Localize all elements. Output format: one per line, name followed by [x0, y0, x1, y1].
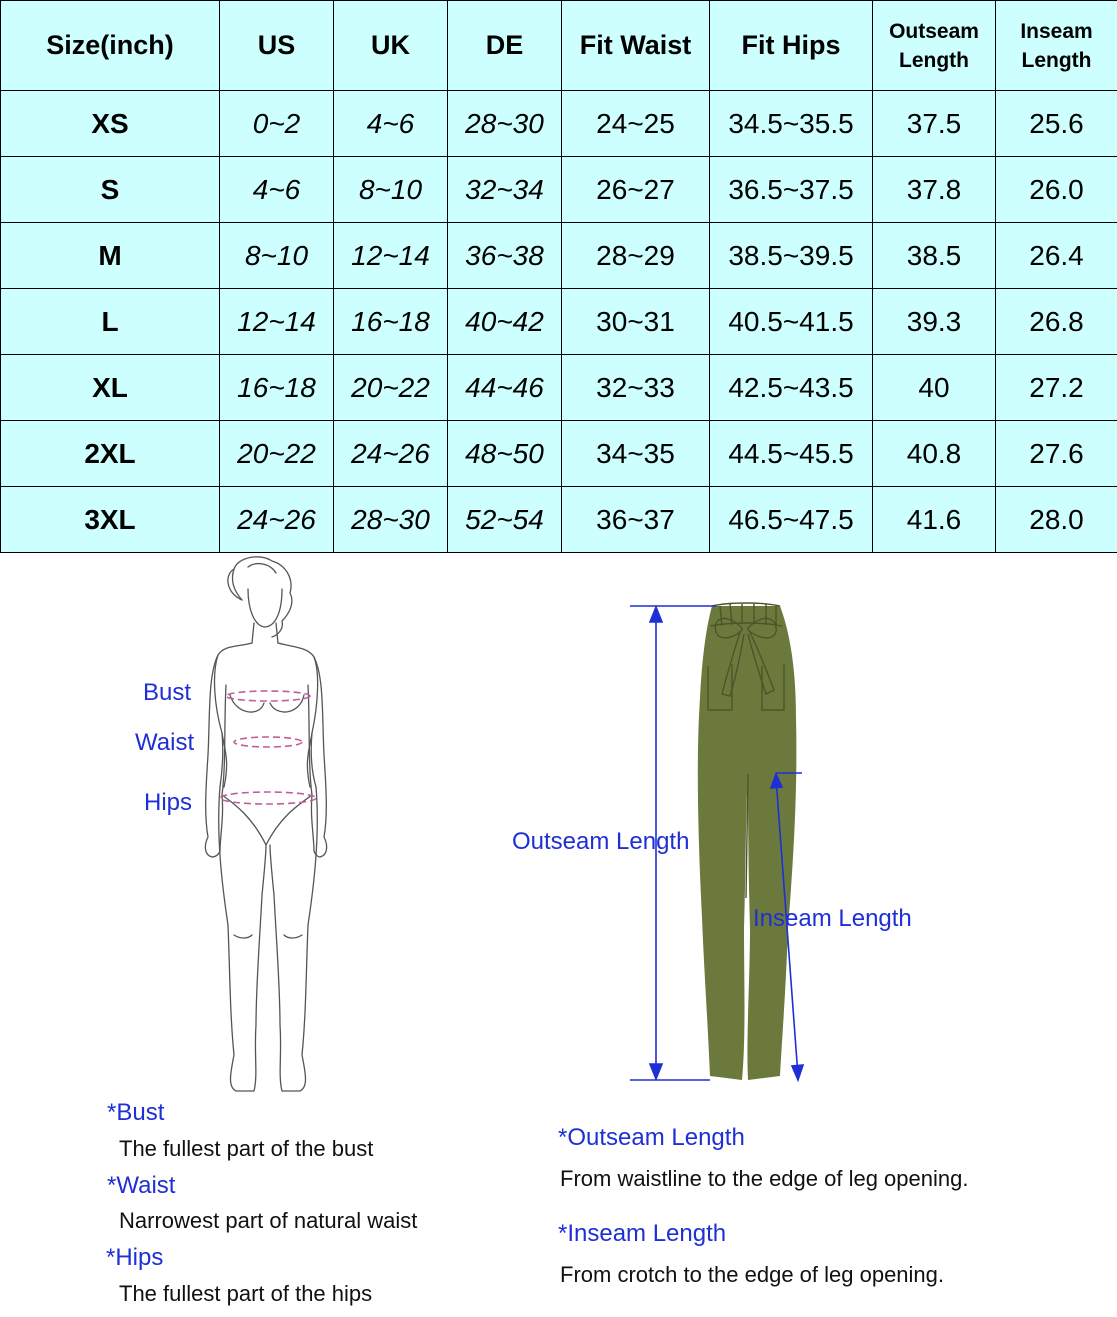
cell-uk: 4~6	[334, 91, 448, 157]
table-row	[1, 487, 1117, 553]
note-inseam-heading: *Inseam Length	[558, 1220, 727, 1247]
size-chart-table	[0, 0, 1117, 553]
header-size: Size(inch)	[1, 1, 220, 91]
cell-inseam: 25.6	[996, 91, 1117, 157]
cell-fit-hips: 42.5~43.5	[710, 355, 873, 421]
cell-outseam: 40.8	[873, 421, 996, 487]
header-inseam-length	[996, 1, 1117, 91]
cell-size: XS	[1, 91, 220, 157]
cell-fit-waist: 36~37	[562, 487, 710, 553]
cell-de: 52~54	[448, 487, 562, 553]
header-us: US	[220, 1, 334, 91]
table-header-row	[1, 1, 1117, 91]
header-outseam-line-1: Outseam	[889, 19, 979, 43]
outseam-arrow-up	[650, 607, 662, 622]
waist-label: Waist	[135, 729, 195, 756]
cell-size: XL	[1, 355, 220, 421]
note-waist-heading: *Waist	[107, 1172, 176, 1199]
cell-inseam: 28.0	[996, 487, 1117, 553]
outseam-arrow-down	[650, 1064, 662, 1079]
cell-us: 20~22	[220, 421, 334, 487]
cell-de: 28~30	[448, 91, 562, 157]
table-row	[1, 355, 1117, 421]
cell-fit-waist: 24~25	[562, 91, 710, 157]
header-fit-hips: Fit Hips	[710, 1, 873, 91]
note-inseam-text: From crotch to the edge of leg opening.	[560, 1262, 945, 1287]
cell-uk: 24~26	[334, 421, 448, 487]
bust-measure-line	[226, 691, 310, 701]
cell-uk: 16~18	[334, 289, 448, 355]
cell-size: M	[1, 223, 220, 289]
note-waist-text: Narrowest part of natural waist	[119, 1208, 418, 1233]
cell-inseam: 26.4	[996, 223, 1117, 289]
cell-size: 3XL	[1, 487, 220, 553]
note-hips-heading: *Hips	[106, 1244, 164, 1271]
bust-label: Bust	[143, 679, 192, 706]
header-outseam-length	[873, 1, 996, 91]
body-outline-figure	[190, 555, 350, 1100]
cell-size: 2XL	[1, 421, 220, 487]
header-uk: UK	[334, 1, 448, 91]
cell-fit-hips: 46.5~47.5	[710, 487, 873, 553]
cell-us: 8~10	[220, 223, 334, 289]
cell-uk: 8~10	[334, 157, 448, 223]
table-row	[1, 289, 1117, 355]
cell-us: 24~26	[220, 487, 334, 553]
cell-de: 32~34	[448, 157, 562, 223]
cell-inseam: 26.8	[996, 289, 1117, 355]
cell-fit-hips: 36.5~37.5	[710, 157, 873, 223]
inseam-length-label: Inseam Length	[753, 905, 912, 932]
cell-us: 4~6	[220, 157, 334, 223]
cell-outseam: 39.3	[873, 289, 996, 355]
cell-fit-waist: 34~35	[562, 421, 710, 487]
torso-outline	[215, 643, 318, 787]
note-outseam-text: From waistline to the edge of leg opening.	[560, 1166, 969, 1191]
face-outline	[248, 589, 282, 627]
hips-measure-line	[220, 792, 316, 804]
cell-uk: 28~30	[334, 487, 448, 553]
cell-fit-waist: 32~33	[562, 355, 710, 421]
waist-measure-line	[234, 737, 302, 747]
cell-de: 48~50	[448, 421, 562, 487]
table-row	[1, 91, 1117, 157]
table-row	[1, 421, 1117, 487]
note-bust-text: The fullest part of the bust	[119, 1136, 374, 1161]
cell-fit-hips: 38.5~39.5	[710, 223, 873, 289]
cell-inseam: 26.0	[996, 157, 1117, 223]
note-outseam-heading: *Outseam Length	[558, 1124, 745, 1151]
right-leg	[270, 787, 317, 1091]
cell-outseam: 41.6	[873, 487, 996, 553]
cell-outseam: 37.5	[873, 91, 996, 157]
cell-outseam: 40	[873, 355, 996, 421]
left-arm	[205, 655, 218, 857]
cell-de: 40~42	[448, 289, 562, 355]
header-inseam-line-1: Inseam	[1020, 19, 1093, 43]
size-table-body	[1, 91, 1117, 553]
cell-uk: 12~14	[334, 223, 448, 289]
cell-fit-hips: 44.5~45.5	[710, 421, 873, 487]
cell-inseam: 27.6	[996, 421, 1117, 487]
note-hips-text: The fullest part of the hips	[119, 1281, 373, 1306]
hips-label: Hips	[144, 789, 193, 816]
cell-us: 0~2	[220, 91, 334, 157]
right-arm	[314, 657, 327, 857]
cell-fit-hips: 34.5~35.5	[710, 91, 873, 157]
cell-outseam: 37.8	[873, 157, 996, 223]
header-outseam-line-2: Length	[899, 48, 969, 72]
inseam-arrow-down	[792, 1065, 803, 1080]
cell-size: L	[1, 289, 220, 355]
header-fit-waist: Fit Waist	[562, 1, 710, 91]
table-row	[1, 223, 1117, 289]
cell-uk: 20~22	[334, 355, 448, 421]
cell-de: 36~38	[448, 223, 562, 289]
cell-us: 12~14	[220, 289, 334, 355]
cell-fit-waist: 28~29	[562, 223, 710, 289]
cell-de: 44~46	[448, 355, 562, 421]
cell-outseam: 38.5	[873, 223, 996, 289]
note-bust-heading: *Bust	[107, 1099, 165, 1126]
outseam-length-label: Outseam Length	[512, 828, 690, 855]
header-inseam-line-2: Length	[1021, 48, 1092, 72]
cell-fit-waist: 30~31	[562, 289, 710, 355]
header-de: DE	[448, 1, 562, 91]
cell-inseam: 27.2	[996, 355, 1117, 421]
cell-size: S	[1, 157, 220, 223]
cell-fit-waist: 26~27	[562, 157, 710, 223]
table-row	[1, 157, 1117, 223]
cell-us: 16~18	[220, 355, 334, 421]
cell-fit-hips: 40.5~41.5	[710, 289, 873, 355]
